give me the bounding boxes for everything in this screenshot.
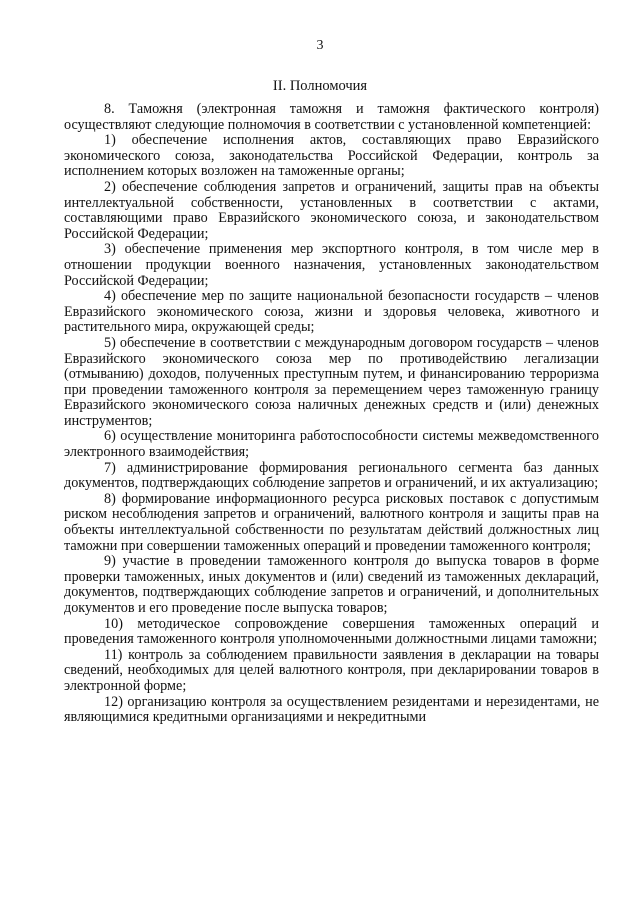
paragraph-item-1: 1) обеспечение исполнения актов, составляющих право Евразийского экономического союза, законодательства Российской Федерации, контроль за исполнением которых возложен на таможенные органы;	[64, 132, 599, 180]
paragraph-item-6: 6) осуществление мониторинга работоспособности системы межведомственного электронного взаимодействия;	[64, 428, 599, 461]
page-number: 3	[316, 38, 324, 53]
paragraph-item-7: 7) администрирование формирования регионального сегмента баз данных документов, подтверждающих соблюдение запретов и ограничений, и их актуализацию;	[64, 459, 599, 492]
paragraph-item-10: 10) методическое сопровождение совершения таможенных операций и проведения таможенного контроля уполномоченными должностными лицами таможни;	[64, 615, 599, 648]
paragraph-intro: 8. Таможня (электронная таможня и таможня фактического контроля) осуществляют следующие полномочия в соответствии с установленной компетенцией:	[64, 101, 599, 133]
document-body	[64, 102, 599, 726]
paragraph-item-3: 3) обеспечение применения мер экспортного контроля, в том числе мер в отношении продукции военного назначения, установленных законодательством Российской Федерации;	[64, 241, 599, 289]
paragraph-item-4: 4) обеспечение мер по защите национальной безопасности государств – членов Евразийского экономического союза, жизни и здоровья человека, животного и растительного мира, окружающей среды;	[64, 288, 599, 336]
section-title: II. Полномочия	[272, 78, 368, 94]
paragraph-item-12: 12) организацию контроля за осуществлением резидентами и нерезидентами, не являющимися кредитными организациями и некредитными	[64, 693, 599, 726]
paragraph-item-8: 8) формирование информационного ресурса рисковых поставок с допустимым риском несоблюдения запретов и ограничений, валютного контроля и защиты прав на объекты интеллектуальной собственности по результатам действий должностных лиц таможни при совершении таможенных операций и проведении таможенного контроля;	[64, 490, 599, 554]
paragraph-item-9: 9) участие в проведении таможенного контроля до выпуска товаров в форме проверки таможенных, иных документов и (или) сведений из таможенных деклараций, документов, подтверждающих соблюдение запретов и ограничений, и дополнительных документов и его проведение после выпуска товаров;	[64, 553, 599, 616]
paragraph-item-11: 11) контроль за соблюдением правильности заявления в декларации на товары сведений, необходимых для целей валютного контроля, при декларировании товаров в электронной форме;	[64, 646, 599, 694]
paragraph-item-2: 2) обеспечение соблюдения запретов и ограничений, защиты прав на объекты интеллектуальной собственности, установленных в соответствии с актами, составляющими право Евразийского экономического союза, и законодательством Российской Федерации;	[64, 178, 599, 242]
paragraph-item-5: 5) обеспечение в соответствии с международным договором государств – членов Евразийского экономического союза мер по противодействию легализации (отмыванию) доходов, полученных преступным путем, и финансированию терроризма при проведении таможенного контроля за перемещением через таможенную границу Евразийского экономического союза наличных денежных средств и (или) денежных инструментов;	[64, 334, 599, 429]
